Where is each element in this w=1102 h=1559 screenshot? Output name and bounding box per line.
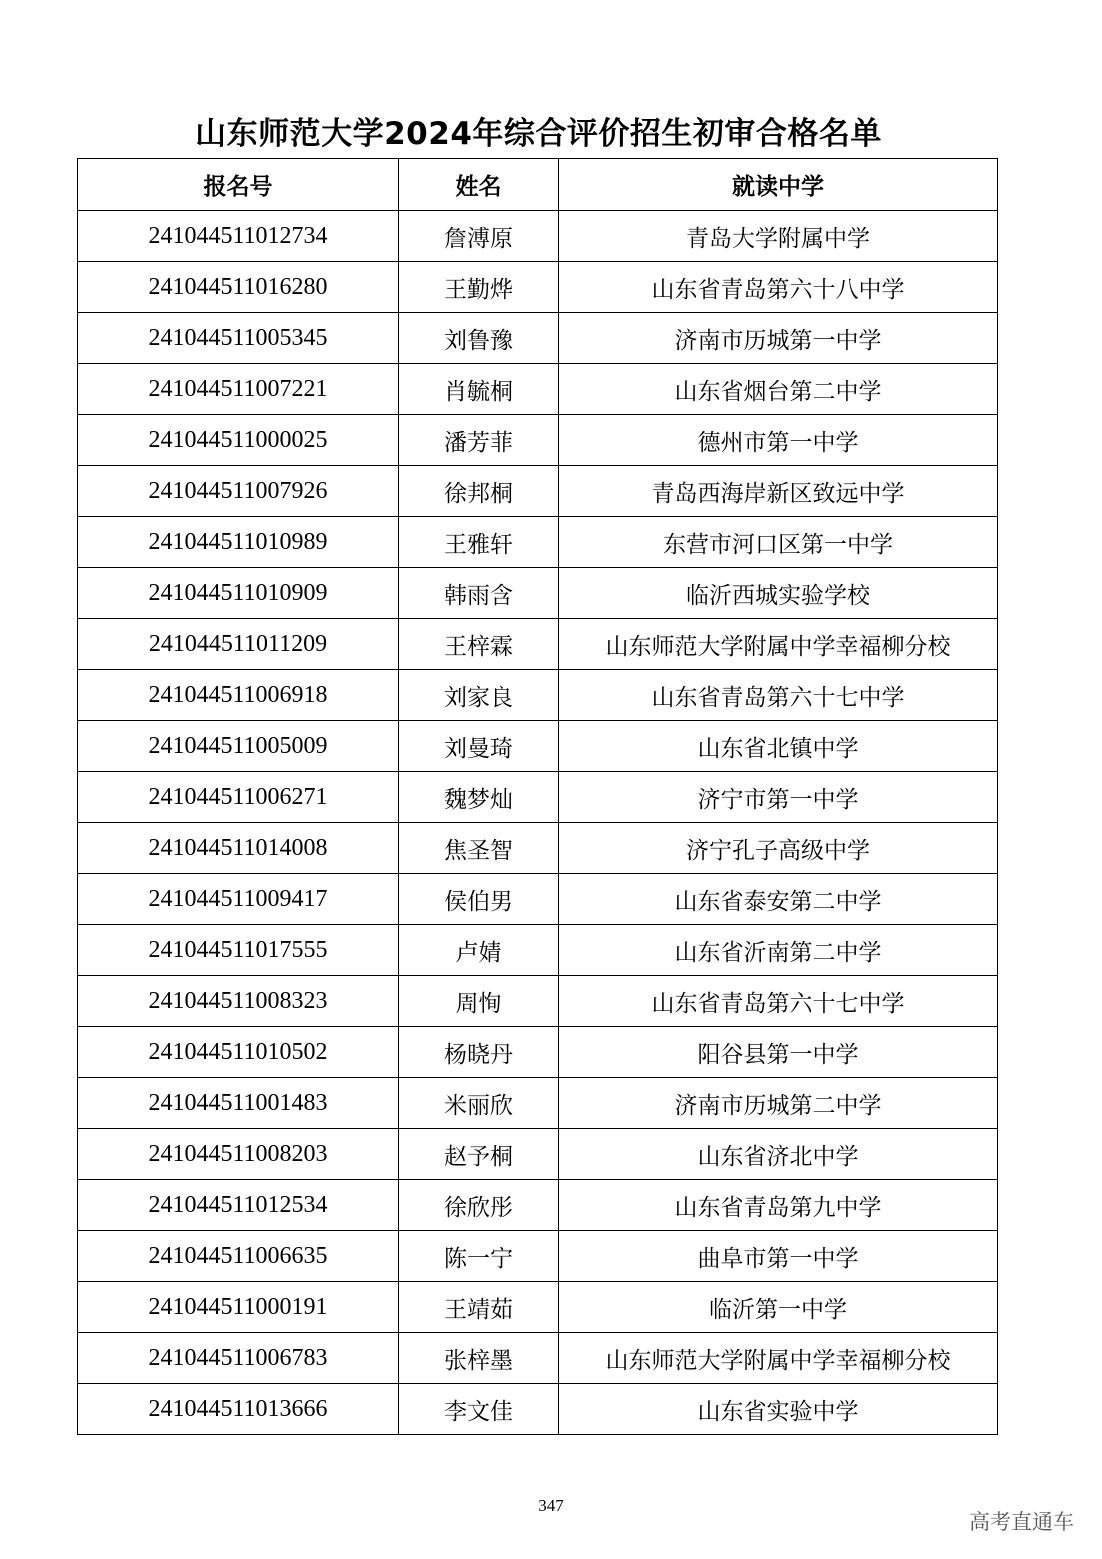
table-row <box>78 1129 998 1180</box>
registration-number-cell: 241044511006918 <box>78 670 399 721</box>
table-body <box>78 211 998 1435</box>
table-row <box>78 619 998 670</box>
table-row <box>78 670 998 721</box>
high-school-cell: 山东省实验中学 <box>559 1384 998 1435</box>
student-name-cell: 魏梦灿 <box>399 772 559 823</box>
high-school-cell: 临沂西城实验学校 <box>559 568 998 619</box>
student-name-cell: 米丽欣 <box>399 1078 559 1129</box>
table-row <box>78 364 998 415</box>
table-row <box>78 1027 998 1078</box>
registration-number-cell: 241044511005009 <box>78 721 399 772</box>
high-school-cell: 济宁孔子高级中学 <box>559 823 998 874</box>
high-school-cell: 曲阜市第一中学 <box>559 1231 998 1282</box>
registration-number-cell: 241044511014008 <box>78 823 399 874</box>
student-name-cell: 卢婧 <box>399 925 559 976</box>
registration-number-cell: 241044511005345 <box>78 313 399 364</box>
table-row <box>78 415 998 466</box>
high-school-cell: 山东师范大学附属中学幸福柳分校 <box>559 619 998 670</box>
registration-number-cell: 241044511007221 <box>78 364 399 415</box>
table-row <box>78 1384 998 1435</box>
student-name-cell: 潘芳菲 <box>399 415 559 466</box>
registration-number-cell: 241044511012734 <box>78 211 399 262</box>
header-student-name: 姓名 <box>399 159 559 211</box>
table-header <box>78 159 998 211</box>
table-row <box>78 1078 998 1129</box>
page-number: 347 <box>538 1496 564 1515</box>
table-row <box>78 568 998 619</box>
registration-number-cell: 241044511016280 <box>78 262 399 313</box>
registration-number-cell: 241044511000191 <box>78 1282 399 1333</box>
registration-number-cell: 241044511013666 <box>78 1384 399 1435</box>
table-row <box>78 874 998 925</box>
student-name-cell: 周恂 <box>399 976 559 1027</box>
student-name-cell: 王梓霖 <box>399 619 559 670</box>
registration-number-cell: 241044511009417 <box>78 874 399 925</box>
student-name-cell: 张梓墨 <box>399 1333 559 1384</box>
header-registration-number: 报名号 <box>78 159 399 211</box>
table-row <box>78 925 998 976</box>
student-name-cell: 赵予桐 <box>399 1129 559 1180</box>
high-school-cell: 山东师范大学附属中学幸福柳分校 <box>559 1333 998 1384</box>
high-school-cell: 山东省青岛第六十七中学 <box>559 976 998 1027</box>
table-row <box>78 313 998 364</box>
student-name-cell: 徐邦桐 <box>399 466 559 517</box>
high-school-cell: 临沂第一中学 <box>559 1282 998 1333</box>
student-name-cell: 李文佳 <box>399 1384 559 1435</box>
registration-number-cell: 241044511000025 <box>78 415 399 466</box>
high-school-cell: 阳谷县第一中学 <box>559 1027 998 1078</box>
registration-number-cell: 241044511006271 <box>78 772 399 823</box>
registration-number-cell: 241044511006635 <box>78 1231 399 1282</box>
high-school-cell: 山东省泰安第二中学 <box>559 874 998 925</box>
header-row <box>78 159 998 211</box>
student-name-cell: 刘鲁豫 <box>399 313 559 364</box>
high-school-cell: 济宁市第一中学 <box>559 772 998 823</box>
registration-number-cell: 241044511008323 <box>78 976 399 1027</box>
student-name-cell: 王勤烨 <box>399 262 559 313</box>
registration-number-cell: 241044511010989 <box>78 517 399 568</box>
table-row <box>78 466 998 517</box>
registration-number-cell: 241044511007926 <box>78 466 399 517</box>
high-school-cell: 山东省济北中学 <box>559 1129 998 1180</box>
registration-number-cell: 241044511008203 <box>78 1129 399 1180</box>
table-row <box>78 517 998 568</box>
high-school-cell: 青岛西海岸新区致远中学 <box>559 466 998 517</box>
high-school-cell: 济南市历城第一中学 <box>559 313 998 364</box>
student-name-cell: 王雅轩 <box>399 517 559 568</box>
student-name-cell: 侯伯男 <box>399 874 559 925</box>
watermark: 高考直通车 <box>969 1510 1074 1534</box>
high-school-cell: 济南市历城第二中学 <box>559 1078 998 1129</box>
high-school-cell: 青岛大学附属中学 <box>559 211 998 262</box>
registration-number-cell: 241044511006783 <box>78 1333 399 1384</box>
header-high-school: 就读中学 <box>559 159 998 211</box>
table-row <box>78 823 998 874</box>
table-row <box>78 721 998 772</box>
student-name-cell: 王靖茹 <box>399 1282 559 1333</box>
admission-list-table <box>77 158 998 1435</box>
registration-number-cell: 241044511012534 <box>78 1180 399 1231</box>
page-title: 山东师范大学2024年综合评价招生初审合格名单 <box>195 116 882 152</box>
high-school-cell: 山东省青岛第六十七中学 <box>559 670 998 721</box>
table-row <box>78 1282 998 1333</box>
high-school-cell: 山东省青岛第六十八中学 <box>559 262 998 313</box>
student-name-cell: 杨晓丹 <box>399 1027 559 1078</box>
table-row <box>78 1231 998 1282</box>
student-name-cell: 肖毓桐 <box>399 364 559 415</box>
registration-number-cell: 241044511017555 <box>78 925 399 976</box>
registration-number-cell: 241044511010502 <box>78 1027 399 1078</box>
student-name-cell: 刘曼琦 <box>399 721 559 772</box>
student-name-cell: 韩雨含 <box>399 568 559 619</box>
high-school-cell: 山东省青岛第九中学 <box>559 1180 998 1231</box>
table-row <box>78 211 998 262</box>
student-name-cell: 徐欣彤 <box>399 1180 559 1231</box>
high-school-cell: 山东省北镇中学 <box>559 721 998 772</box>
table-row <box>78 976 998 1027</box>
table-row <box>78 1333 998 1384</box>
student-name-cell: 陈一宁 <box>399 1231 559 1282</box>
table-row <box>78 772 998 823</box>
registration-number-cell: 241044511001483 <box>78 1078 399 1129</box>
high-school-cell: 德州市第一中学 <box>559 415 998 466</box>
student-name-cell: 刘家良 <box>399 670 559 721</box>
registration-number-cell: 241044511010909 <box>78 568 399 619</box>
student-name-cell: 焦圣智 <box>399 823 559 874</box>
high-school-cell: 东营市河口区第一中学 <box>559 517 998 568</box>
table-row <box>78 262 998 313</box>
table-row <box>78 1180 998 1231</box>
high-school-cell: 山东省沂南第二中学 <box>559 925 998 976</box>
student-name-cell: 詹溥原 <box>399 211 559 262</box>
registration-number-cell: 241044511011209 <box>78 619 399 670</box>
high-school-cell: 山东省烟台第二中学 <box>559 364 998 415</box>
